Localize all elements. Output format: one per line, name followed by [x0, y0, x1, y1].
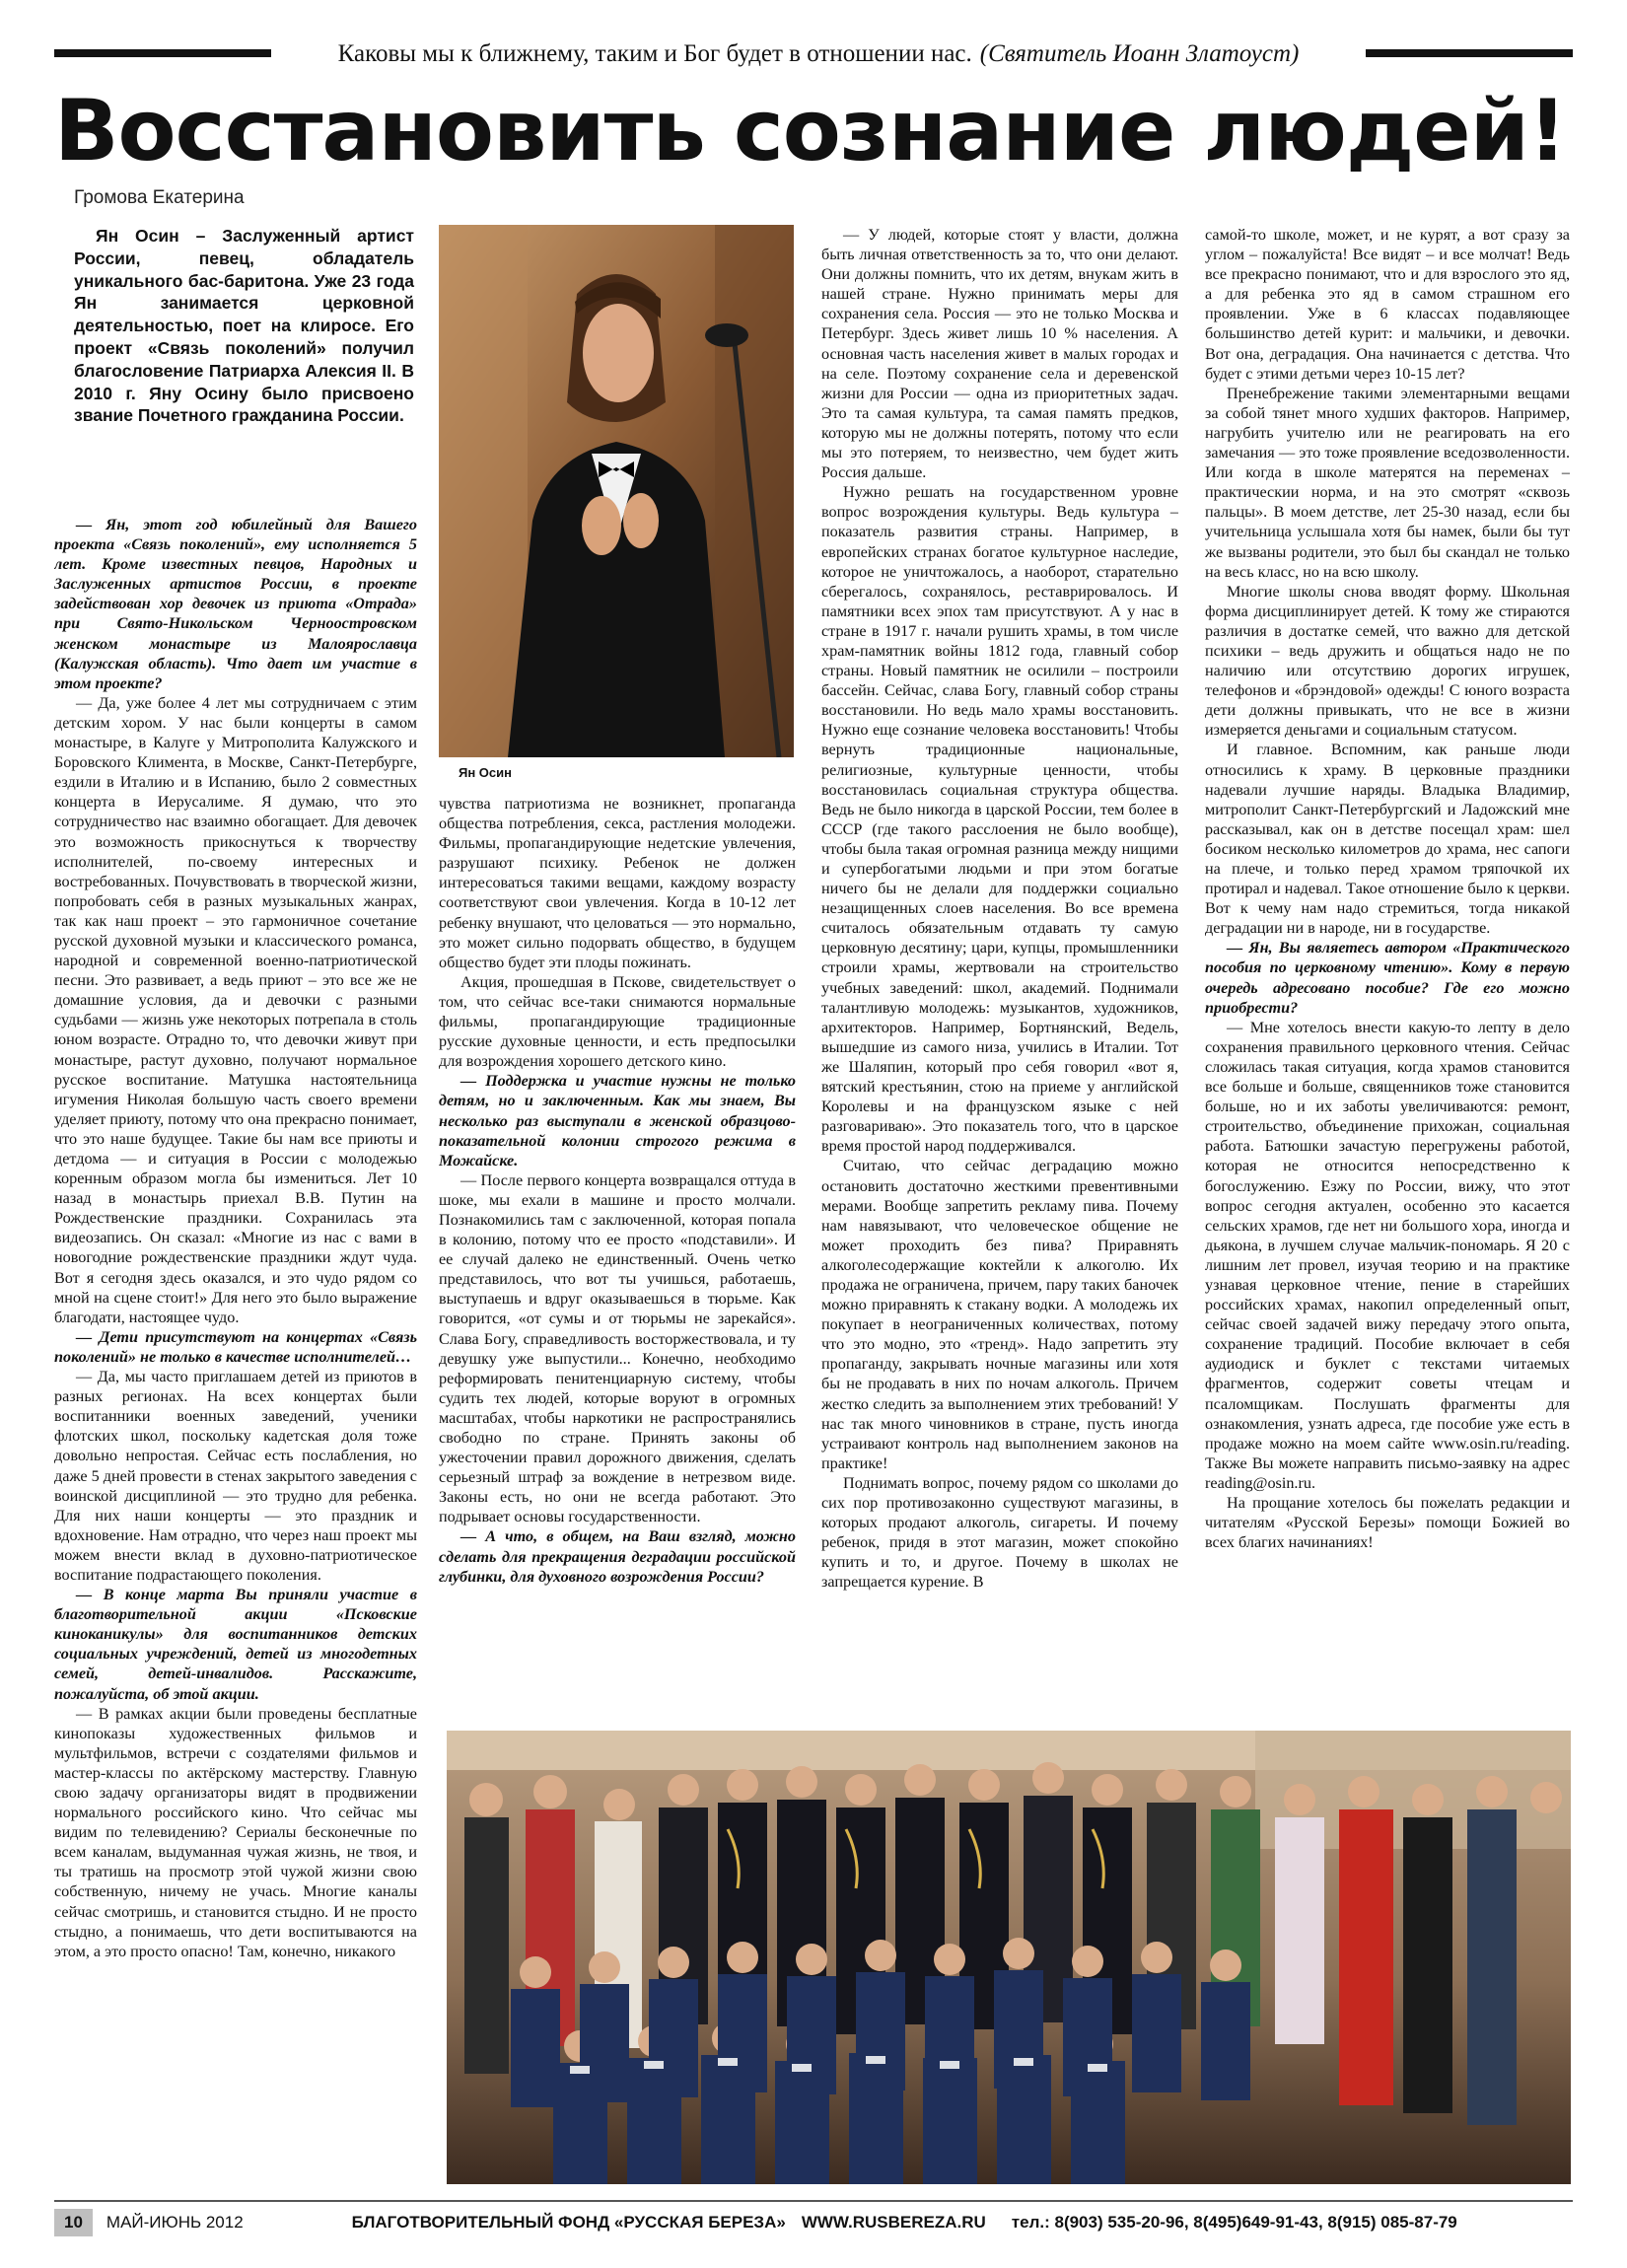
epigraph-text: Каковы мы к ближнему, таким и Бог будет в отношении нас.	[337, 40, 972, 67]
column-1	[54, 515, 417, 2195]
article-paragraph: И главное. Вспомним, как раньше люди относились к храму. В церковные праздники надевали лучшие наряды. Владыка Владимир, митрополит Санкт-Петербургский и Ладожский мне рассказывал, как он в детстве посещал храм: шел босиком несколько километров до храма, нес сапоги на плече, и только перед храмом тряпочкой их протирал и надевал. Такое отношение было к церкви. Вот к чему нам надо стремиться, тогда никакой деградации ни в народе, ни в государстве.	[1205, 741, 1570, 938]
article-paragraph: — После первого концерта возвращался оттуда в шоке, мы ехали в машине и просто молчали. Познакомились там с заключенной, которая попала в колонию, потому что ее просто «подставили». И ее случай далеко не единственный. Очень четко представилось, что вот ты учишься, работаешь, выступаешь и вдруг оказываешься в тюрьме. Как говорится, «от сумы и от тюрьмы не зарекайся». Слава Богу, справедливость восторжествовала, и ту девушку уже выпустили... Конечно, необходимо реформировать пенитенциарную систему, чтобы судить тех людей, которые воруют в огромных масштабах, чтобы наркотики не распространялись свободно по стране. Принять законы об ужесточении правил дорожного движения, сделать серьезный штраф за вождение в нетрезвом виде. Законы есть, но они не всегда работают. Это подрывает основы государственности.	[439, 1170, 796, 1526]
singer-photo	[439, 225, 794, 757]
page-number: 10	[54, 2209, 93, 2236]
column-3	[821, 225, 1178, 1726]
issue-date: МАЙ-ИЮНЬ 2012	[106, 2213, 244, 2232]
article-paragraph: Считаю, что сейчас деградацию можно остановить достаточно жесткими превентивными мерами. Вообще запретить рекламу пива. Почему нам навязывают, что человеческое общение не может проходить без пива? Приравнять алкоголесодержащие коктейли к алкоголю. Их продажа не ограничена, причем, пару таких баночек можно приравнять к стакану водки. А молодежь их покупает в неограниченных количествах, потому что это модно, это «тренд». Надо запретить эту пропаганду, закрывать ночные магазины или хотя бы не продавать в них по ночам алкоголь. Причем жестко следить за выполнением этих требований! У нас так много чиновников в стране, пусть иногда устраивают контроль над выполнением законов на практике!	[821, 1157, 1178, 1472]
publisher-name: БЛАГОТВОРИТЕЛЬНЫЙ ФОНД «РУССКАЯ БЕРЕЗА»	[351, 2213, 786, 2232]
interview-question: — Поддержка и участие нужны не только детям, но и заключенным. Как мы знаем, Вы несколько раз выступали в женской образцово-показательной колонии строгого режима в Можайске.	[439, 1072, 796, 1169]
article-paragraph: — Да, мы часто приглашаем детей из приютов в разных регионах. На всех концертах были воспитанники военных заведений, ученики флотских школ, поскольку кадетская доля тоже довольно непростая. Сейчас есть послабления, но даже 5 дней провести в стенах закрытого заведения с воинской дисциплиной — это трудно для ребенка. Для них наши концерты — это праздник и вдохновение. Нам отрадно, что через наш проект мы можем внести вклад в духовно-патриотическое воспитание подрастающего поколения.	[54, 1368, 417, 1584]
article-paragraph: Нужно решать на государственном уровне вопрос возрождения культуры. Ведь культура – показатель развития страны. Например, в европейских странах богатое культурное наследие, которое не уничтожалось, а наоборот, старательно сберегалось, сохранялось, реставрировалось. И памятники всех эпох там присутствуют. А у нас в стране в 1917 г. начали рушить храмы, в том числе храм-памятник войны 1812 года, главный собор страны. Новый памятник не осилили – построили бассейн. Сейчас, слава Богу, главный собор страны восстановили. Но ведь мало храмы восстановить. Нужно еще сознание человека восстановить! Чтобы вернуть традиционные национальные, религиозные, культурные ценности, чтобы восстановилась социальная структура общества. Ведь не было никогда в царской России, тем более в СССР (где такого расслоения не было вообще), чтобы была такая огромная разница между нищими и супербогатыми людьми и при этом богатые ничего бы не делали для поддержки социально незащищенных слоев населения. Во все времена считалось обязательным отдавать ту самую церковную десятину; цари, купцы, промышленники строили храмы, жертвовали на строительство учебных заведений: школ, академий. Поднимали талантливую молодежь: музыкантов, художников, архитекторов. Например, Бортнянский, Ведель, вышедшие из самого низа, учились в Италии. Тот же Шаляпин, который про себя говорил «вот я, вятский крестьянин, стою на приеме у английской Королевы и на французском языке с ней разговариваю». Это показатель того, что в царское время простой народ поддерживался.	[821, 483, 1178, 1156]
article-paragraph: — У людей, которые стоят у власти, должна быть личная ответственность за то, что они делают. Они должны помнить, что их детям, внукам жить в нашей стране. Нужно принимать меры для сохранения села. Россия — это не только Москва и Петербург. Здесь живет лишь 10 % населения. А основная часть населения живет в малых городах и на селе. Поэтому сохранение села и деревенской жизни для России — одна из приоритетных задач. Это та самая культура, та самая память предков, которую мы не должны потерять, потому что если мы это потеряем, то неизвестно, чем будет жить Россия дальше.	[821, 226, 1178, 482]
column-4	[1205, 225, 1570, 1726]
website-link[interactable]: WWW.RUSBEREZA.RU	[801, 2213, 986, 2232]
interview-question: — Ян, Вы являетесь автором «Практического пособия по церковному чтению». Кому в первую очередь адресовано пособие? Где его можно приобрести?	[1205, 939, 1570, 1017]
article-paragraph: — Мне хотелось внести какую-то лепту в дело сохранения правильного церковного чтения. Сейчас сложилась такая ситуация, когда храмов становится все больше и больше, священников тоже становится больше, но и их заботы увеличиваются: ремонт, строительство, объединение прихожан, социальная работа. Батюшки зачастую перегружены работой, которая не относится непосредственно к богослужению. Езжу по России, вижу, что этот вопрос сегодня актуален, особенно это касается сельских храмов, где нет ни большого хора, иногда и дьякона, в лучшем случае мальчик-пономарь. Я 20 с лишним лет провел, изучая теорию и на практике узнавая церковное чтение, пение в старейших российских храмах, накопил определенный опыт, сейчас своей задачей вижу передачу этого опыта, сохранение традиций. Пособие включает в себя аудиодиск и буклет с текстами читаемых фрагментов, содержит советы чтецам и псаломщикам. Послушать фрагменты для ознакомления, узнать адреса, где пособие уже есть в продаже можно на моем сайте www.osin.ru/reading. Также Вы можете направить письмо-заявку на адрес reading@osin.ru.	[1205, 1018, 1570, 1492]
epigraph-source: (Святитель Иоанн Златоуст)	[979, 40, 1300, 67]
article-paragraph: Многие школы снова вводят форму. Школьная форма дисциплинирует детей. К тому же стираются различия в достатке семей, что важно для детской психики – ведь дружить и общаться надо не по наличию или отсутствию дорогих игрушек, телефонов и «брэндовой» одежды! С юного возраста дети должны привыкать, что не все в жизни измеряется деньгами и социальным статусом.	[1205, 582, 1570, 740]
interview-question: — А что, в общем, на Ваш взгляд, можно сделать для прекращения деградации российской глубинки, для духовного возрождения России?	[439, 1527, 796, 1586]
article-author: Громова Екатерина	[74, 187, 245, 208]
article-paragraph: Акция, прошедшая в Пскове, свидетельствует о том, что сейчас все-таки снимаются нормальные фильмы, пропагандирующие традиционные русские духовные ценности, и есть предпосылки для возрождения хорошего детского кино.	[439, 972, 796, 1071]
interview-question: — Ян, этот год юбилейный для Вашего проекта «Связь поколений», ему исполняется 5 лет. Кроме известных певцов, Народных и Заслуженных артистов России, в проекте задействован хор девочек из приюта «Отрада» при Свято-Никольском Черноостровском женском монастыре из Малоярославца (Калужская область). Что дает им участие в этом проекте?	[54, 516, 417, 692]
article-paragraph: — Да, уже более 4 лет мы сотрудничаем с этим детским хором. У нас были концерты в самом монастыре, в Калуге у Митрополита Калужского и Боровского Климента, в Москве, Санкт-Петербурге, ездили в Италию и в Испанию, было 2 совместных концерта в Иерусалиме. Я думаю, что это сотрудничество нас взаимно обогащает. Для девочек это возможность прикоснуться к творчеству исполнителей, по-своему интересных и востребованных. Почувствовать в творческой жизни, попробовать себя в разных музыкальных жанрах, так как наш проект – это гармоничное сочетание русской духовной музыки и классического романса, народной и современной военно-патриотической песни. Это развивает, а ведь приют – это все же не домашние условия, да и девочки с разными судьбами — жизнь уже некоторых потрепала в столь юном возрасте. Отрадно то, что девочки живут при монастыре, растут духовно, получают нормальное русское воспитание. Матушка настоятельница игумения Николая большую часть своего времени уделяет приюту, потому что она прекрасно понимает, что это наше будущее. Такие бы нам все приюты и детдома — и ситуация в России с молодежью коренным образом могла бы измениться. Лет 10 назад в монастырь приехал В.В. Путин на Рождественские праздники. Сохранилась эта видеозапись. Он сказал: «Многие из нас с вами в новогодние рождественские праздники ждут чуда. Вот я сегодня здесь оказался, и это чудо рядом со мной на сцене стоит!» Для него это было выражение благодати, настоящее чудо.	[54, 693, 417, 1326]
article-paragraph: самой-то школе, может, и не курят, а вот сразу за углом – пожалуйста! Все видят – и все молчат! Ведь все прекрасно понимают, что и для взрослого это яд, а для ребенка это яд в самом страшном его проявлении. Уже в 6 классах подавляющее большинство детей курит: и мальчики, и девочки. Вот она, деградация. Она начинается с детства. Что будет с этими детьми через 10-15 лет?	[1205, 226, 1570, 383]
singer-photo-caption: Ян Осин	[459, 765, 512, 780]
page-footer	[54, 2205, 1573, 2240]
group-photo	[447, 1731, 1571, 2184]
article-paragraph: На прощание хотелось бы пожелать редакции и читателям «Русской Березы» помощи Божией во всех благих начинаниях!	[1205, 1494, 1570, 1552]
epigraph	[271, 39, 1366, 69]
article-paragraph: Поднимать вопрос, почему рядом со школами до сих пор противозаконно существуют магазины, в которых продают алкоголь, сигареты. И почему ребенок, придя в этот магазин, может спокойно купить и то, и другое. Почему в школах не запрещается курение. В	[821, 1473, 1178, 1592]
article-paragraph: Пренебрежение такими элементарными вещами за собой тянет много худших факторов. Например, нагрубить учителю или не реагировать на его замечания — это тоже проявление вседозволенности. Или когда в школе матерятся на переменах – практическии норма, и на это смотрят «сквозь пальцы». В моем детстве, лет 25-30 назад, если бы учительница услышала хотя бы намек, были бы тут же вызваны родители, это был бы скандал не только на весь класс, но на всю школу.	[1205, 384, 1570, 581]
footer-rule	[54, 2200, 1573, 2202]
contact-phones: тел.: 8(903) 535-20-96, 8(495)649-91-43, 8(915) 085-87-79	[1011, 2213, 1457, 2232]
article-title: Восстановить сознание людей!	[54, 82, 1567, 180]
interview-question: — Дети присутствуют на концертах «Связь поколений» не только в качестве исполнителей…	[54, 1327, 417, 1366]
article-paragraph: — В рамках акции были проведены бесплатные кинопоказы художественных фильмов и мультфильмов, встречи с создателями фильмов и мастер-классы по актёрскому мастерству. Главную свою задачу организаторы видят в продвижении нормального российского кино. Что сейчас мы видим по телевидению? Сериалы бесконечные по всем каналам, выдуманная чужая жизнь, не твоя, и ты тратишь на просмотр этой чужой жизни свою собственную, ничему не учась. Многие каналы сейчас смотришь, и становится стыдно. И не просто стыдно, а понимаешь, что дети воспитываются на этом, а это просто опасно! Там, конечно, никакого	[54, 1704, 417, 1960]
article-lead: Ян Осин – Заслуженный артист России, певец, обладатель уникального бас-баритона. Уже 23 года Ян занимается церковной деятельностью, поет на клиросе. Его проект «Связь поколений» получил благословение Патриарха Алексия II. В 2010 г. Яну Осину было присвоено звание Почетного гражданина России.	[74, 226, 414, 426]
interview-question: — В конце марта Вы приняли участие в благотворительной акции «Псковские киноканикулы» для воспитанников детских социальных учреждений, детей из многодетных семей, детей-инвалидов. Расскажите, пожалуйста, об этой акции.	[54, 1586, 417, 1703]
column-2	[439, 794, 796, 1725]
article-paragraph: чувства патриотизма не возникнет, пропаганда общества потребления, секса, растления молодежи. Фильмы, пропагандирующие недетские увлечения, разрушают психику. Ребенок не должен интересоваться такими вещами, каждому возрасту соответствуют свои увлечения. Когда в 10-12 лет ребенку внушают, что целоваться — это нормально, это может сильно подорвать общество, в будущем общество будет эти плоды пожинать.	[439, 795, 796, 971]
